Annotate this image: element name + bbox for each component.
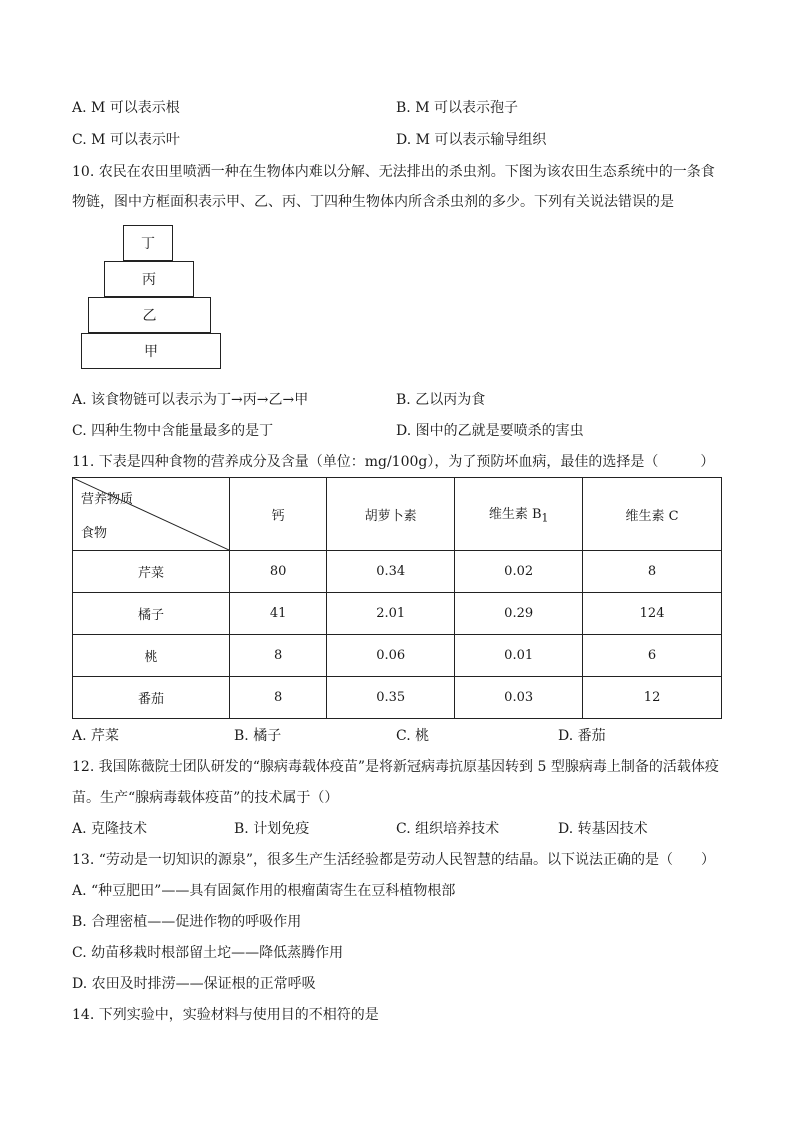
q9-option-b: B. M 可以表示孢子 <box>396 100 518 116</box>
q10-option-a: A. 该食物链可以表示为丁→丙→乙→甲 <box>72 392 309 408</box>
vitamin-b-label: 维生素 B <box>488 507 542 523</box>
cell-value: 41 <box>230 593 327 635</box>
cell-value: 2.01 <box>327 593 455 635</box>
cell-value: 0.02 <box>455 551 583 593</box>
cell-value: 8 <box>583 551 722 593</box>
pyramid-box-jia: 甲 <box>81 333 221 369</box>
vitamin-b-subscript: 1 <box>541 511 549 525</box>
corner-label-food: 食物 <box>81 526 108 541</box>
q12-stem-line2: 苗。生产“腺病毒载体疫苗”的技术属于（） <box>72 790 339 806</box>
cell-value: 80 <box>230 551 327 593</box>
pyramid-box-ding: 丁 <box>123 225 173 261</box>
q10-option-b: B. 乙以丙为食 <box>396 392 486 408</box>
q13-option-a: A. “种豆肥田”——具有固氮作用的根瘤菌寄生在豆科植物根部 <box>72 883 456 899</box>
q12-option-c: C. 组织培养技术 <box>396 821 500 837</box>
cell-value: 0.29 <box>455 593 583 635</box>
table-row <box>73 635 722 677</box>
q13-option-c: C. 幼苗移栽时根部留土坨——降低蒸腾作用 <box>72 945 344 961</box>
q12-option-a: A. 克隆技术 <box>72 821 148 837</box>
q11-option-b: B. 橘子 <box>234 728 282 744</box>
q10-stem-line2: 物链，图中方框面积表示甲、乙、丙、丁四种生物体内所含杀虫剂的多少。下列有关说法错误的是 <box>72 194 674 210</box>
cell-value: 0.03 <box>455 677 583 719</box>
cell-value: 8 <box>230 635 327 677</box>
row-food-name: 芹菜 <box>73 551 230 593</box>
col-header-carotene: 胡萝卜素 <box>327 478 455 551</box>
q9-option-d: D. M 可以表示输导组织 <box>396 132 547 148</box>
q10-stem-line1: 10. 农民在农田里喷洒一种在生物体内难以分解、无法排出的杀虫剂。下图为该农田生态系统中的一条食 <box>72 164 715 180</box>
q9-option-c: C. M 可以表示叶 <box>72 132 180 148</box>
q12-option-b: B. 计划免疫 <box>234 821 310 837</box>
table-row <box>73 551 722 593</box>
q12-stem-line1: 12. 我国陈薇院士团队研发的“腺病毒载体疫苗”是将新冠病毒抗原基因转到 5 型腺病毒上制备的活载体疫 <box>72 759 719 775</box>
q14-stem: 14. 下列实验中，实验材料与使用目的不相符的是 <box>72 1007 379 1023</box>
q13-option-b: B. 合理密植——促进作物的呼吸作用 <box>72 914 302 930</box>
q10-option-d: D. 图中的乙就是要喷杀的害虫 <box>396 423 584 439</box>
q11-stem: 11. 下表是四种食物的营养成分及含量（单位：mg/100g），为了预防坏血病，最佳的选择是（ ） <box>72 454 715 470</box>
q13-option-d: D. 农田及时排涝——保证根的正常呼吸 <box>72 976 316 992</box>
q12-option-d: D. 转基因技术 <box>558 821 648 837</box>
q11-option-a: A. 芹菜 <box>72 728 120 744</box>
table-row <box>73 593 722 635</box>
cell-value: 0.35 <box>327 677 455 719</box>
pyramid-box-bing: 丙 <box>104 261 194 297</box>
cell-value: 0.34 <box>327 551 455 593</box>
pyramid-box-yi: 乙 <box>88 297 211 333</box>
col-header-vitamin-c: 维生素 C <box>583 478 722 551</box>
cell-value: 124 <box>583 593 722 635</box>
table-row <box>73 677 722 719</box>
cell-value: 8 <box>230 677 327 719</box>
q11-option-c: C. 桃 <box>396 728 430 744</box>
cell-value: 12 <box>583 677 722 719</box>
q9-option-a: A. M 可以表示根 <box>72 100 180 116</box>
row-food-name: 桃 <box>73 635 230 677</box>
table-corner-cell <box>73 478 230 551</box>
q13-stem: 13. “劳动是一切知识的源泉”，很多生产生活经验都是劳动人民智慧的结晶。以下说法正确的是（ ） <box>72 852 716 868</box>
cell-value: 0.06 <box>327 635 455 677</box>
row-food-name: 番茄 <box>73 677 230 719</box>
row-food-name: 橘子 <box>73 593 230 635</box>
q11-option-d: D. 番茄 <box>558 728 606 744</box>
col-header-vitamin-b1 <box>455 478 583 551</box>
cell-value: 0.01 <box>455 635 583 677</box>
table-header-row <box>73 478 722 551</box>
corner-label-nutrient: 营养物质 <box>81 492 134 507</box>
cell-value: 6 <box>583 635 722 677</box>
q10-option-c: C. 四种生物中含能量最多的是丁 <box>72 423 274 439</box>
col-header-calcium: 钙 <box>230 478 327 551</box>
nutrition-table <box>72 477 722 719</box>
